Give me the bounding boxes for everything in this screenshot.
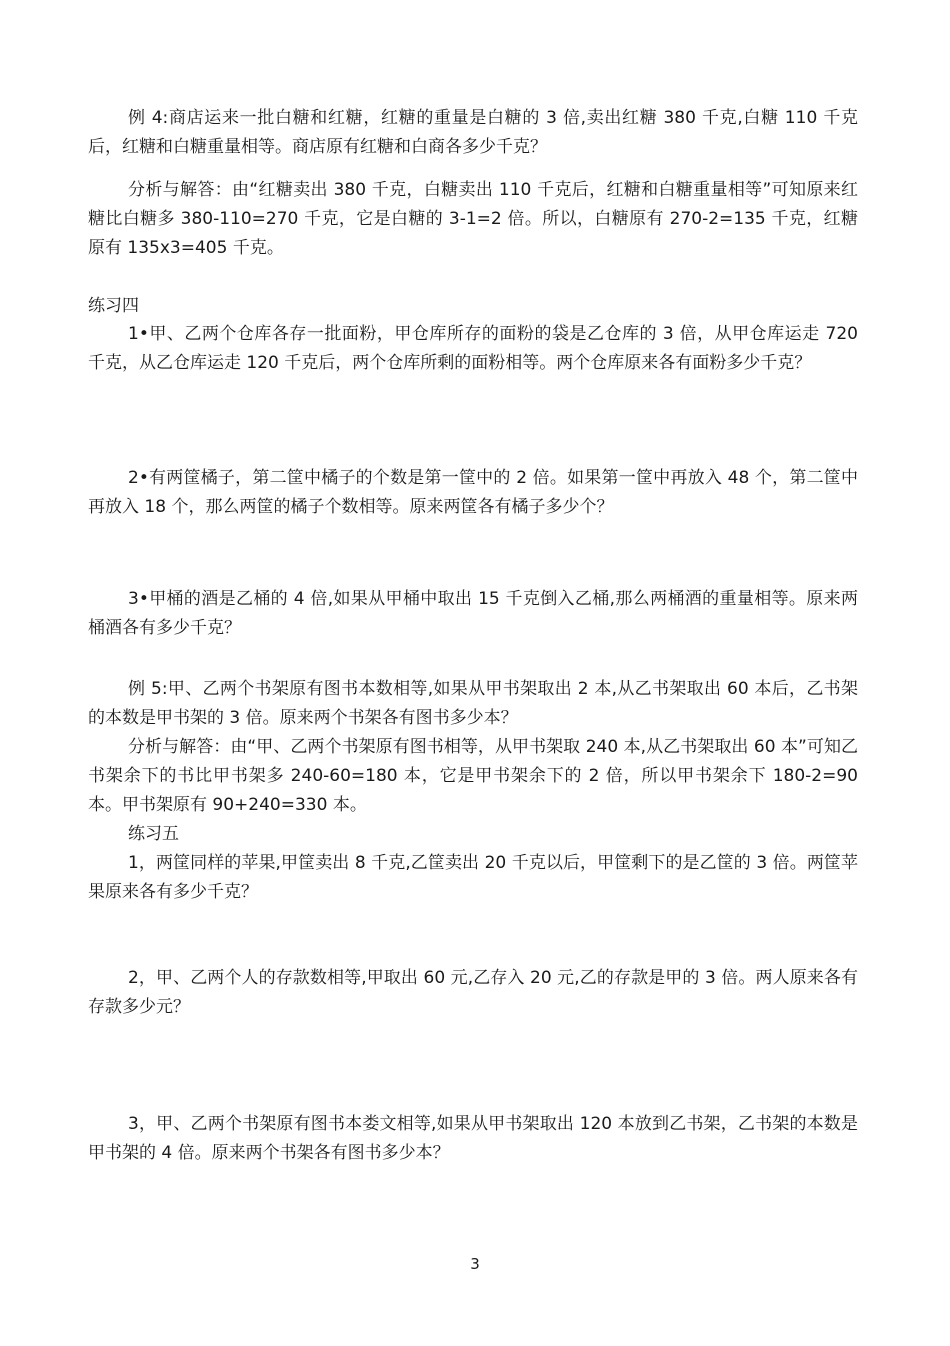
example-4-question: 例 4:商店运来一批白糖和红糖，红糖的重量是白糖的 3 倍,卖出红糖 380 千克,白糖 110 千克后，红糖和白糖重量相等。商店原有红糖和白商各多少千克？ xyxy=(88,108,858,157)
example-5-question: 例 5:甲、乙两个书架原有图书本数相等,如果从甲书架取出 2 本,从乙书架取出 60 本后，乙书架的本数是甲书架的 3 倍。原来两个书架各有图书多少本？ xyxy=(88,679,858,728)
practice-4-heading: 练习四 xyxy=(88,296,139,316)
practice-4-item-2: 2•有两筐橘子，第二筐中橘子的个数是第一筐中的 2 倍。如果第一筐中再放入 48 个，第二筐中再放入 18 个，那么两筐的橘子个数相等。原来两筐各有橘子多少个？ xyxy=(88,468,858,517)
example-5-answer: 分析与解答：由“甲、乙两个书架原有图书相等，从甲书架取 240 本,从乙书架取出 60 本”可知乙书架余下的书比甲书架多 240-60=180 本，它是甲书架余下的 2 倍，所以甲书架余下 180-2=90 本。甲书架原有 90+240=330 本。 xyxy=(88,737,858,815)
practice-5-heading: 练习五 xyxy=(128,824,179,844)
practice-4-item-1: 1•甲、乙两个仓库各存一批面粉，甲仓库所存的面粉的袋是乙仓库的 3 倍，从甲仓库运走 720 千克，从乙仓库运走 120 千克后，两个仓库所剩的面粉相等。两个仓库原来各有面粉多少千克？ xyxy=(88,324,858,373)
example-4-answer: 分析与解答：由“红糖卖出 380 千克，白糖卖出 110 千克后，红糖和白糖重量相等”可知原来红糖比白糖多 380-110=270 千克，它是白糖的 3-1=2 倍。所以，白糖原有 270-2=135 千克，红糖原有 135x3=405 千克。 xyxy=(88,180,858,258)
practice-5-item-2: 2，甲、乙两个人的存款数相等,甲取出 60 元,乙存入 20 元,乙的存款是甲的 3 倍。两人原来各有存款多少元？ xyxy=(88,968,858,1017)
practice-4-item-3: 3•甲桶的酒是乙桶的 4 倍,如果从甲桶中取出 15 千克倒入乙桶,那么两桶酒的重量相等。原来两桶酒各有多少千克？ xyxy=(88,589,858,638)
practice-5-item-1: 1，两筐同样的苹果,甲筐卖出 8 千克,乙筐卖出 20 千克以后，甲筐剩下的是乙筐的 3 倍。两筐苹果原来各有多少千克？ xyxy=(88,853,858,902)
page-number: 3 xyxy=(470,1255,480,1273)
practice-5-item-3: 3，甲、乙两个书架原有图书本娄文相等,如果从甲书架取出 120 本放到乙书架，乙书架的本数是甲书架的 4 倍。原来两个书架各有图书多少本？ xyxy=(88,1114,858,1163)
